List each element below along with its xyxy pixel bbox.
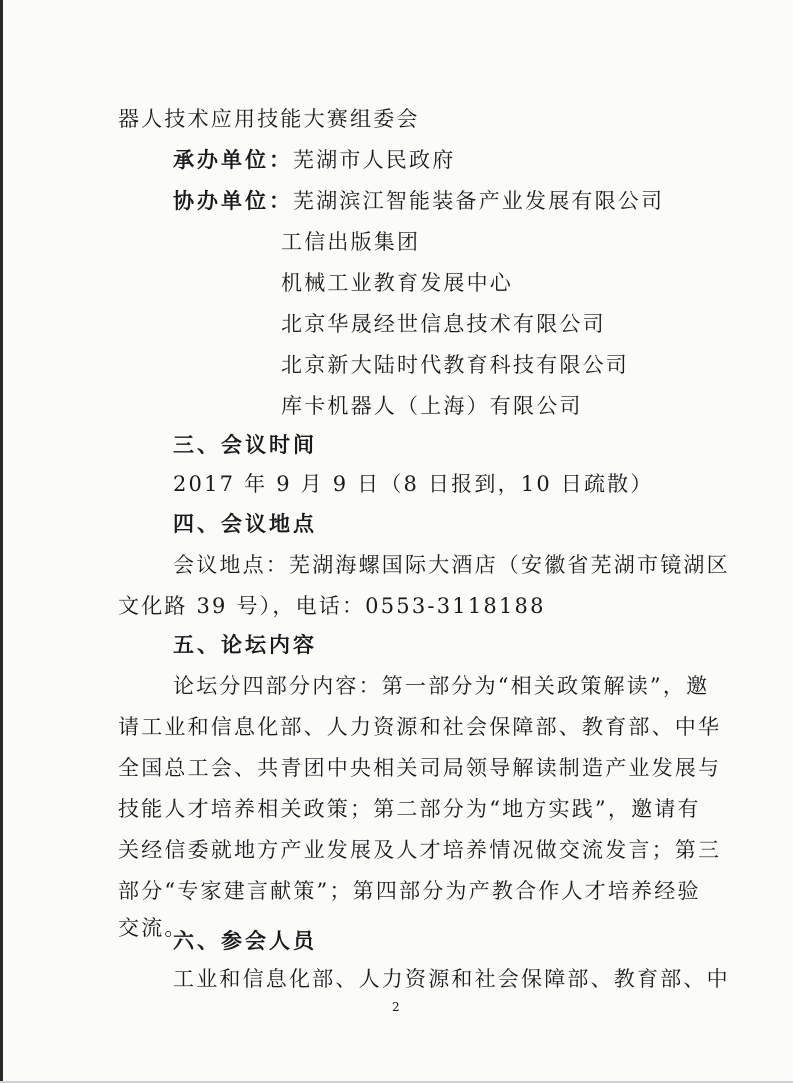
content-line-7: 交流。	[118, 916, 188, 940]
host-unit-value: 芜湖市人民政府	[293, 148, 456, 172]
co-host-org-3: 北京华晟经世信息技术有限公司	[281, 312, 606, 336]
co-host-row	[173, 188, 664, 214]
host-unit-label: 承办单位：	[173, 148, 293, 172]
page-number: 2	[392, 1000, 400, 1014]
section-heading-time: 三、会议时间	[173, 433, 317, 457]
content-line-6: 部分“专家建言献策”；第四部分为产教合作人才培养经验	[118, 879, 701, 903]
attendees-line-1: 工业和信息化部、人力资源和社会保障部、教育部、中	[173, 967, 730, 991]
meeting-time: 2017 年 9 月 9 日（8 日报到，10 日疏散）	[173, 472, 654, 496]
section-heading-content: 五、论坛内容	[173, 633, 317, 657]
content-line-5: 关经信委就地方产业发展及人才培养情况做交流发言；第三	[118, 838, 722, 862]
co-host-org-1: 工信出版集团	[281, 230, 421, 254]
content-line-2: 请工业和信息化部、人力资源和社会保障部、教育部、中华	[118, 715, 722, 739]
co-host-value: 芜湖滨江智能装备产业发展有限公司	[293, 189, 665, 213]
content-line-3: 全国总工会、共青团中央相关司局领导解读制造产业发展与	[118, 756, 722, 780]
co-host-label: 协办单位：	[173, 189, 293, 213]
co-host-org-4: 北京新大陆时代教育科技有限公司	[281, 353, 629, 377]
section-heading-attendees: 六、参会人员	[173, 929, 317, 953]
content-line-1: 论坛分四部分内容：第一部分为“相关政策解读”，邀	[173, 674, 710, 698]
meeting-place-line-1: 会议地点：芜湖海螺国际大酒店（安徽省芜湖市镜湖区	[173, 553, 730, 577]
co-host-org-2: 机械工业教育发展中心	[281, 271, 513, 295]
section-heading-place: 四、会议地点	[173, 512, 317, 536]
host-unit-row	[173, 147, 455, 173]
meeting-place-line-2: 文化路 39 号），电话：0553-3118188	[118, 594, 546, 618]
content-line-4: 技能人才培养相关政策；第二部分为“地方实践”，邀请有	[118, 797, 701, 821]
scan-edge	[0, 0, 3, 1083]
co-host-org-5: 库卡机器人（上海）有限公司	[281, 394, 583, 418]
text-line-1: 器人技术应用技能大赛组委会	[118, 107, 420, 131]
